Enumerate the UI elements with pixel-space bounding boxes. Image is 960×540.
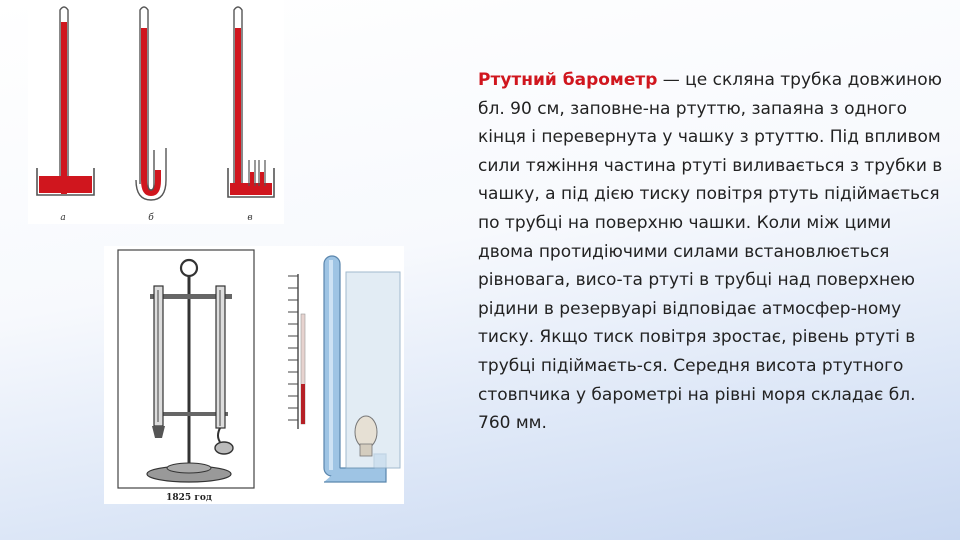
body-text-content: — це скляна трубка довжиною бл. 90 см, заповне-на ртуттю, запаяна з одного кінця і перевернута у чашку з ртуттю. Під впливом сили тяжіння частина ртуті виливається з трубки в чашку, а під дією тиску повітря ртуть підіймається по трубці на поверхню чашки. Коли між цими двома протидіючими силами встановлюється рівновага, висо-та ртуті в трубці над поверхнею рідини в резервуарі відповідає атмосфер-ному тиску. Якщо тиск повітря зростає, рівень ртуті в трубці підіймаєть-ся. Середня висота ртутного стовпчика у барометрі на рівні моря складає бл. 760 мм. [478,70,943,434]
hanging-ring [181,260,197,276]
vacuum-gap-a [61,8,67,22]
barometer-diagrams-svg [28,0,284,224]
barometer-diagrams-figure [28,0,284,224]
body-paragraph [478,66,948,438]
diagram-c [228,7,274,223]
engraving-caption: 1825 год [166,493,212,503]
engraving-frame [118,250,254,488]
reservoir-cup [215,442,233,454]
diagram-a [37,7,94,223]
barometer-photo-figure [104,246,404,504]
mercury-column-c [235,28,241,186]
label-a: а [60,213,66,223]
tube-photo-panel [274,254,404,499]
mercury-dish-a [39,176,92,193]
tube-photo-svg [274,254,404,499]
engraving-panel [112,246,262,504]
label-c: в [247,213,253,223]
label-b: б [148,213,154,223]
mercury-column-a [61,22,67,194]
thermometer-red [301,384,305,424]
valve-bulb [355,416,377,448]
diagram-b [136,7,166,223]
mercury-column-b [141,28,147,180]
term-mercury-barometer: Ртутний барометр [478,70,658,90]
engraving-svg [112,246,262,504]
